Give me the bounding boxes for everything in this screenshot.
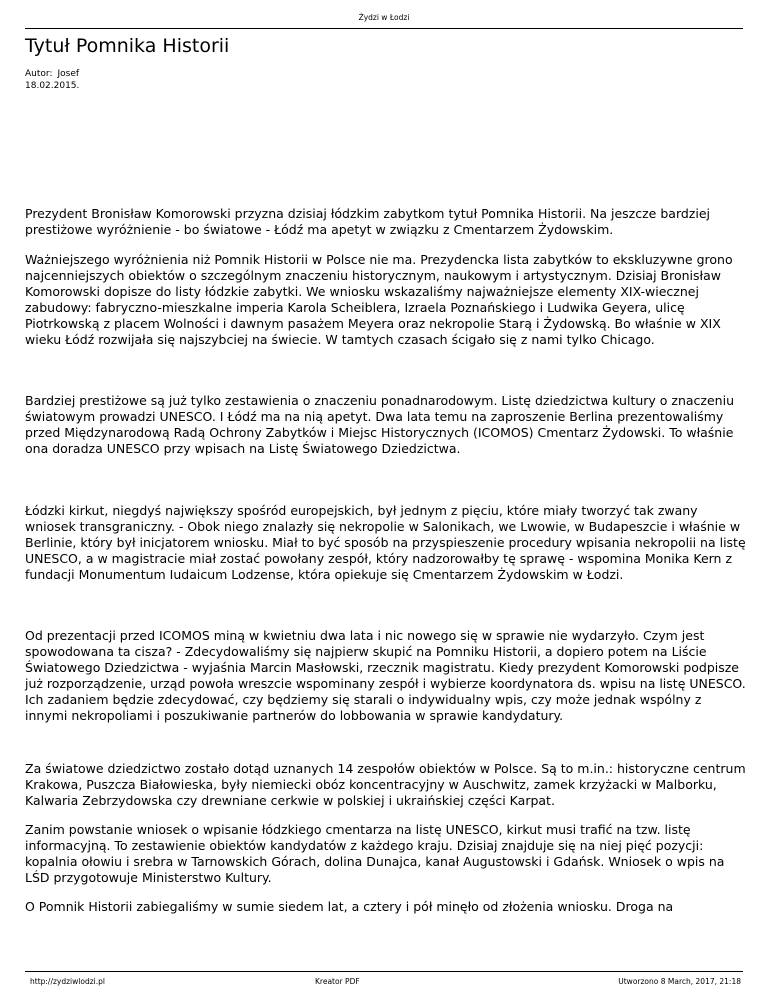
publish-date: 18.02.2015.: [25, 81, 80, 91]
article-body: [25, 206, 747, 915]
article-title: Tytuł Pomnika Historii: [25, 35, 230, 57]
author-label: Autor:: [25, 69, 53, 79]
article-meta: [25, 68, 79, 92]
paragraph: Łódzki kirkut, niegdyś największy spośród europejskich, był jednym z pięciu, które miały tworzyć tak zwany wniosek transgraniczny. - Obok niego znalazły się nekropolie w Salonikach, we Lwowie, w Budapeszcie i właśnie w Berlinie, który był inicjatorem wniosku. Miał to być sposób na przyspieszenie procedury wpisania nekropolii na listę UNESCO, a w magistracie miał zostać powołany zespół, który nadzorowałby tę sprawę - wspomina Monika Kern z fundacji Monumentum Iudaicum Lodzense, która opiekuje się Cmentarzem Żydowskim w Łodzi.: [25, 503, 746, 582]
footer-site-url[interactable]: http://zydziwlodzi.pl: [30, 977, 105, 986]
header-divider: [25, 28, 743, 29]
paragraph: Bardziej prestiżowe są już tylko zestawienia o znaczeniu ponadnarodowym. Listę dziedzictwa kultury o znaczeniu światowym prowadzi UNESCO. I Łódź ma na nią apetyt. Dwa lata temu na zaproszenie Berlina prezentowaliśmy przed Międzynarodową Radą Ochrony Zabytków i Miejsc Historycznych (ICOMOS) Cmentarz Żydowski. To właśnie ona doradza UNESCO przy wpisach na Listę Światowego Dziedzictwa.: [25, 393, 734, 456]
author-line: [25, 68, 79, 80]
paragraph: Za światowe dziedzictwo zostało dotąd uznanych 14 zespołów obiektów w Polsce. Są to m.in.: historyczne centrum Krakowa, Puszcza Białowieska, były niemiecki obóz koncentracyjny w Auschwitz, zamek krzyżacki w Malborku, Kalwaria Zebrzydowska czy drewniane cerkwie w polskiej i ukraińskiej części Karpat.: [25, 761, 746, 808]
paragraph: Zanim powstanie wniosek o wpisanie łódzkiego cmentarza na listę UNESCO, kirkut musi trafić na tzw. listę informacyjną. To zestawienie obiektów kandydatów z każdego kraju. Dzisiaj znajduje się na niej pięć pozycji: kopalnia ołowiu i srebra w Tarnowskich Górach, dolina Dunajca, kanał Augustowski i Gdańsk. Wniosek o wpis na LŚD przygotowuje Ministerstwo Kultury.: [25, 822, 725, 885]
page-footer: [25, 971, 743, 989]
footer-generator: Kreator PDF: [315, 977, 360, 986]
paragraph: Prezydent Bronisław Komorowski przyzna dzisiaj łódzkim zabytkom tytuł Pomnika Historii. Na jeszcze bardziej prestiżowe wyróżnienie - bo światowe - Łódź ma apetyt w związku z Cmentarzem Żydowskim.: [25, 206, 710, 237]
document-page: [25, 0, 746, 994]
footer-created-date: Utworzono 8 March, 2017, 21:18: [618, 977, 741, 986]
paragraph: Od prezentacji przed ICOMOS miną w kwietniu dwa lata i nic nowego się w sprawie nie wydarzyło. Czym jest spowodowana ta cisza? - Zdecydowaliśmy się najpierw skupić na Pomniku Historii, a dopiero potem na Liście Światowego Dziedzictwa - wyjaśnia Marcin Masłowski, rzecznik magistratu. Kiedy prezydent Komorowski podpisze już rozporządzenie, urząd powoła wreszcie wspominany zespół i wybierze koordynatora ds. wpisu na listę UNESCO. Ich zadaniem będzie zdecydować, czy będziemy się starali o indywidualny wpis, czy może jednak wspólny z innymi nekropoliami i poszukiwanie partnerów do lobbowania w sprawie kandydatury.: [25, 628, 746, 723]
author-name: Josef: [57, 69, 80, 79]
site-header: Żydzi w Łodzi: [358, 13, 410, 22]
paragraph: Ważniejszego wyróżnienia niż Pomnik Historii w Polsce nie ma. Prezydencka lista zabytków to ekskluzywne grono najcenniejszych obiektów o szczególnym znaczeniu historycznym, naukowym i artystycznym. Dzisiaj Bronisław Komorowski dopisze do listy łódzkie zabytki. We wniosku wskazaliśmy najważniejsze elementy XIX-wiecznej zabudowy: fabryczno-mieszkalne imperia Karola Scheiblera, Izraela Poznańskiego i Ludwika Geyera, ulicę Piotrkowską z placem Wolności i dawnym pasażem Meyera oraz nekropolie Starą i Żydowską. Bo właśnie w XIX wieku Łódź rozwijała się najszybciej na świecie. W tamtych czasach ścigało się z nami tylko Chicago.: [25, 252, 733, 347]
paragraph: O Pomnik Historii zabiegaliśmy w sumie siedem lat, a cztery i pół minęło od złożenia wniosku. Droga na: [25, 899, 674, 914]
